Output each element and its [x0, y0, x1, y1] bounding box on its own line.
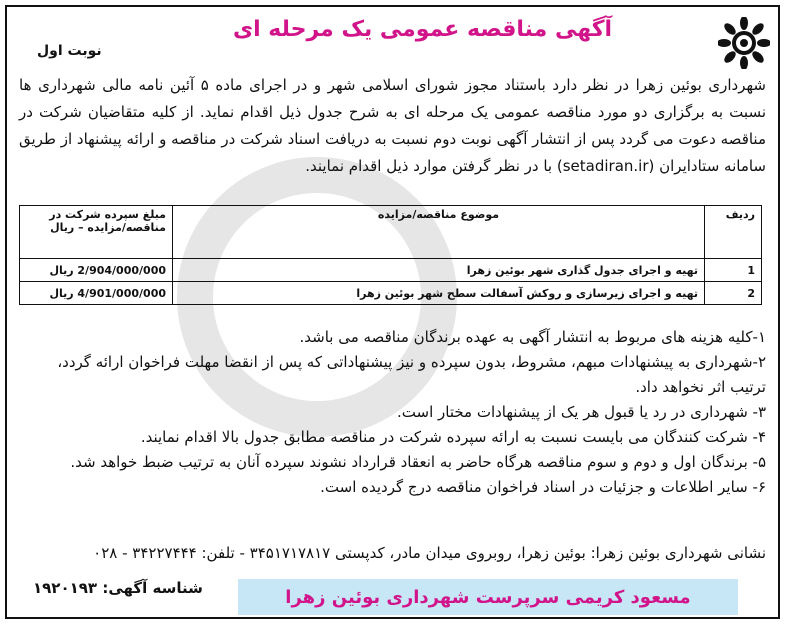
condition-item: ۲-شهرداری به پیشنهادات مبهم، مشروط، بدون سپرده و نیز پیشنهاداتی که پس از انقضا مهلت فراخوان ارائه گردد، ترتیب اثر نخواهد داد.: [57, 353, 766, 396]
condition-item: ۱-کلیه هزینه های مربوط به انتشار آگهی به عهده برندگان مناقصه می باشد.: [299, 328, 766, 346]
row-amount: 2/904/000/000 ریال: [20, 259, 173, 282]
signature-box: [238, 579, 738, 615]
row-number: 2: [705, 282, 762, 305]
tender-table: [19, 205, 762, 305]
header-subject: موضوع مناقصه/مزایده: [173, 206, 705, 259]
intro-paragraph: شهرداری بوئین زهرا در نظر دارد باستناد مجوز شورای اسلامی شهر و در اجرای ماده ۵ آئین نامه مالی شهرداری ها نسبت به برگزاری دو مورد مناقصه عمومی یک مرحله ای به شرح جدول ذیل اقدام نماید. از کلیه متقاضیان شرکت در مناقصه دعوت می گردد پس از انتشار آگهی نوبت دوم نسبت به دریافت اسناد شرکت در مناقصه و ارائه پیشنهاد از طریق سامانه ستادایران (setadiran.ir) با در نظر گرفتن موارد ذیل اقدام نمایند.: [19, 76, 766, 175]
table-row: [20, 282, 762, 305]
ad-title: آگهی مناقصه عمومی یک مرحله ای: [232, 17, 613, 42]
table-row: [20, 259, 762, 282]
header-row-number: ردیف: [705, 206, 762, 259]
condition-item: ۳- شهرداری در رد یا قبول هر یک از پیشنهادات مختار است.: [397, 403, 766, 421]
row-amount: 4/901/000/000 ریال: [20, 282, 173, 305]
municipality-address: نشانی شهرداری بوئین زهرا: بوئین زهرا، روبروی میدان مادر، کدپستی ۳۴۵۱۷۱۷۸۱۷ - تلفن: ۳۴۲۲۷۴۴۴ - ۰۲۸: [93, 544, 766, 562]
round-label: نوبت اول: [37, 43, 102, 59]
row-number: 1: [705, 259, 762, 282]
header-deposit: مبلغ سپرده شرکت در مناقصه/مزایده – ریال: [20, 206, 173, 259]
row-subject: تهیه و اجرای جدول گذاری شهر بوئین زهرا: [173, 259, 705, 282]
table-header-row: [20, 206, 762, 259]
signature-text: مسعود کریمی سرپرست شهرداری بوئین زهرا: [285, 586, 691, 608]
condition-item: ۴- شرکت کنندگان می بایست نسبت به ارائه سپرده شرکت در مناقصه مطابق جدول بالا اقدام نمایند.: [140, 428, 766, 446]
conditions-list: [19, 325, 766, 500]
condition-item: ۶- سایر اطلاعات و جزئیات در اسناد فراخوان مناقصه درج گردیده است.: [320, 478, 766, 496]
condition-item: ۵- برندگان اول و دوم و سوم مناقصه هرگاه حاضر به انعقاد قرارداد نشوند سپرده آنان به ترتیب ضبط خواهد شد.: [70, 453, 766, 471]
ad-page: [5, 5, 780, 619]
row-subject: تهیه و اجرای زیرسازی و روکش آسفالت سطح شهر بوئین زهرا: [173, 282, 705, 305]
ad-id: شناسه آگهی: ۱۹۲۰۱۹۳: [33, 579, 203, 597]
